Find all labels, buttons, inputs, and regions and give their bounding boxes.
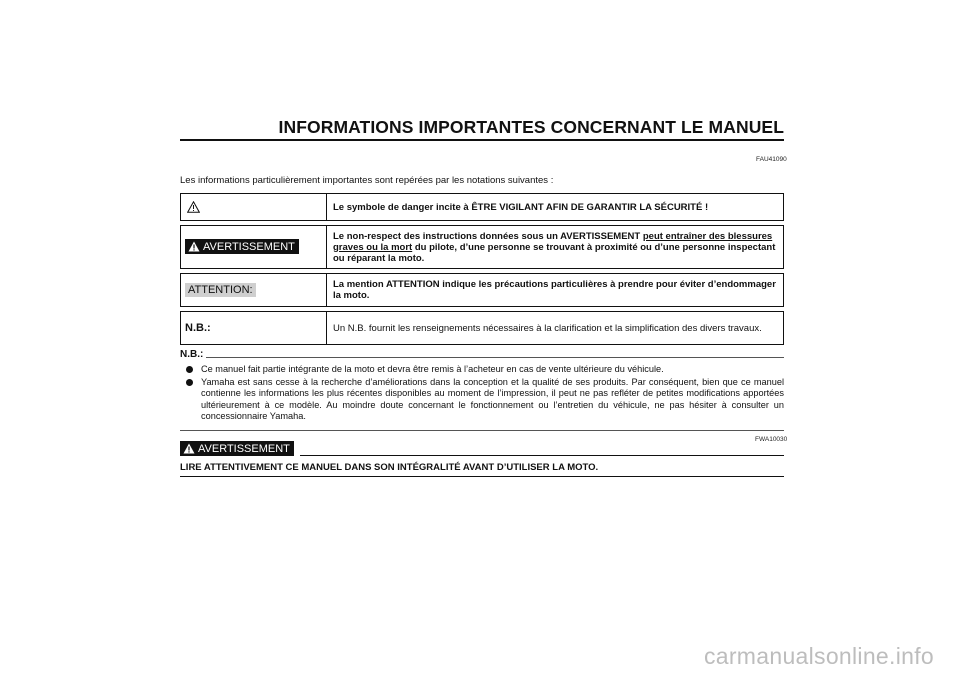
warning-text-after: du pilote, d’une personne se trouvant à proximité ou d’une personne inspectant ou réparant la moto.	[333, 241, 776, 264]
nb-description: Un N.B. fournit les renseignements nécessaires à la clarification et la simplification des divers travaux.	[326, 311, 784, 345]
warning-top-rule	[300, 455, 784, 456]
warning-section-text: LIRE ATTENTIVEMENT CE MANUEL DANS SON INTÉGRALITÉ AVANT D’UTILISER LA MOTO.	[180, 462, 599, 473]
nb-bullet-list	[186, 364, 784, 424]
warning-description	[326, 225, 784, 269]
list-item	[186, 377, 784, 423]
warning-section-badge-label: AVERTISSEMENT	[198, 442, 290, 455]
warning-section-badge	[180, 441, 294, 456]
danger-description: Le symbole de danger incite à ÊTRE VIGILANT AFIN DE GARANTIR LA SÉCURITÉ !	[326, 193, 784, 221]
title-rule	[180, 139, 784, 141]
notation-row-warning	[180, 225, 784, 269]
notation-row-nb	[180, 311, 784, 345]
nb-label-cell: N.B.:	[180, 311, 326, 345]
warning-text-before: Le non-respect des instructions données sous un AVERTISSEMENT	[333, 230, 643, 242]
warning-text-underlined: peut entraîner des blessures graves ou la mort	[333, 230, 773, 253]
warning-badge	[185, 239, 299, 254]
attention-badge: ATTENTION:	[185, 283, 256, 297]
bullet-icon	[186, 379, 193, 386]
notation-row-attention	[180, 273, 784, 307]
bullet-icon	[186, 366, 193, 373]
attention-badge-cell	[180, 273, 326, 307]
danger-triangle-icon	[187, 201, 200, 213]
warning-reference-code: FWA10030	[755, 436, 788, 443]
reference-code: FAU41090	[756, 156, 787, 163]
section-divider	[180, 430, 784, 431]
warning-bottom-rule	[180, 476, 784, 477]
nb-rule	[206, 357, 784, 358]
page-title: INFORMATIONS IMPORTANTES CONCERNANT LE MANUEL	[278, 117, 784, 137]
danger-symbol-cell	[180, 193, 326, 221]
notation-row-danger	[180, 193, 784, 221]
nb-heading: N.B.:	[180, 349, 204, 360]
list-item	[186, 364, 784, 376]
watermark-text: carmanualsonline.info	[703, 643, 934, 669]
warning-triangle-icon	[183, 443, 195, 454]
warning-badge-cell	[180, 225, 326, 269]
bullet-text: Yamaha est sans cesse à la recherche d’améliorations dans la conception et la qualité de ses produits. Par conséquent, bien que ce manuel contienne les informations les plus récentes disponibles au moment de l’impression, il peut ne pas refléter de petites modifications apportées ultérieurement à ce modèle. Au moindre doute concernant le fonctionnement ou l’entretien du véhicule, ne pas hésiter à consulter un concessionnaire Yamaha.	[201, 376, 784, 422]
bullet-text: Ce manuel fait partie intégrante de la moto et devra être remis à l’acheteur en cas de vente ultérieure du véhicule.	[201, 364, 664, 374]
warning-badge-label: AVERTISSEMENT	[203, 240, 295, 253]
notations-table	[180, 189, 784, 349]
attention-description: La mention ATTENTION indique les précautions particulières à prendre pour éviter d’endommager la moto.	[326, 273, 784, 307]
warning-section-badge-wrap	[180, 441, 294, 459]
warning-triangle-icon	[188, 241, 200, 252]
intro-text: Les informations particulièrement importantes sont repérées par les notations suivantes :	[180, 175, 554, 186]
